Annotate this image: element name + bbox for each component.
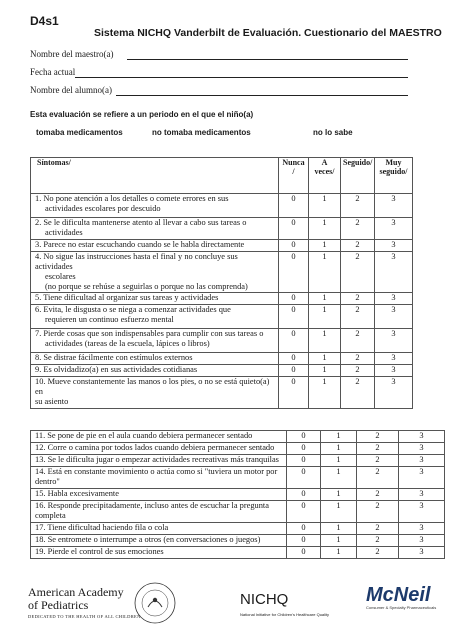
score-very-often[interactable]: 3 xyxy=(375,377,413,408)
date-field xyxy=(30,67,75,77)
score-very-often[interactable]: 3 xyxy=(375,194,413,218)
mcneil-name: McNeil xyxy=(366,584,431,606)
score-often[interactable]: 2 xyxy=(357,455,399,467)
score-very-often[interactable]: 3 xyxy=(375,305,413,329)
symptom-text: 11. Se pone de pie en el aula cuando debiera permanecer sentado xyxy=(31,431,287,443)
table-row xyxy=(31,431,445,443)
symptom-text: 12. Corre o camina por todos lados cuando debiera permanecer sentado xyxy=(31,443,287,455)
score-often[interactable]: 2 xyxy=(341,365,375,377)
form-code: D4s1 xyxy=(30,14,59,28)
student-name-label: Nombre del alumno(a) xyxy=(30,85,112,95)
header-often: Seguido/ xyxy=(341,158,375,194)
score-often[interactable]: 2 xyxy=(357,443,399,455)
table-row xyxy=(31,218,413,240)
score-never[interactable]: 0 xyxy=(279,218,309,240)
score-often[interactable]: 2 xyxy=(341,293,375,305)
score-never[interactable]: 0 xyxy=(287,535,321,547)
score-often[interactable]: 2 xyxy=(341,305,375,329)
score-very-often[interactable]: 3 xyxy=(375,218,413,240)
score-sometimes[interactable]: 1 xyxy=(321,467,357,489)
teacher-name-label: Nombre del maestro(a) xyxy=(30,49,114,59)
symptom-text: 8. Se distrae fácilmente con estímulos externos xyxy=(31,353,279,365)
option-not-medicated[interactable]: no tomaba medicamentos xyxy=(152,128,251,137)
symptom-text: 18. Se entromete o interrumpe a otros (en conversaciones o juegos) xyxy=(31,535,287,547)
score-very-often[interactable]: 3 xyxy=(399,535,445,547)
score-never[interactable]: 0 xyxy=(279,252,309,293)
score-never[interactable]: 0 xyxy=(287,443,321,455)
header-sometimes: A veces/ xyxy=(309,158,341,194)
score-very-often[interactable]: 3 xyxy=(399,467,445,489)
score-sometimes[interactable]: 1 xyxy=(321,443,357,455)
score-sometimes[interactable]: 1 xyxy=(321,431,357,443)
score-never[interactable]: 0 xyxy=(287,547,321,559)
symptom-text: 9. Es olvidadizo(a) en sus actividades cotidianas xyxy=(31,365,279,377)
table-row xyxy=(31,377,413,408)
symptom-text: 13. Se le dificulta jugar o empezar actividades recreativas más tranquilas xyxy=(31,455,287,467)
nc-center-seal xyxy=(120,580,190,626)
score-often[interactable]: 2 xyxy=(341,194,375,218)
symptom-text: 5. Tiene dificultad al organizar sus tareas y actividades xyxy=(31,293,279,305)
score-sometimes[interactable]: 1 xyxy=(321,455,357,467)
header-symptoms: Síntomas/ xyxy=(31,158,279,194)
score-sometimes[interactable]: 1 xyxy=(309,194,341,218)
teacher-name-line[interactable] xyxy=(127,59,408,60)
score-very-often[interactable]: 3 xyxy=(375,365,413,377)
option-unknown[interactable]: no lo sabe xyxy=(313,128,353,137)
score-sometimes[interactable]: 1 xyxy=(309,365,341,377)
score-often[interactable]: 2 xyxy=(357,501,399,523)
symptom-text: 14. Está en constante movimiento o actúa como si "tuviera un motor por dentro" xyxy=(31,467,287,489)
score-never[interactable]: 0 xyxy=(279,240,309,252)
date-line[interactable] xyxy=(75,77,408,78)
symptom-text: 2. Se le dificulta mantenerse atento al llevar a cabo sus tareas o actividades xyxy=(31,218,279,240)
score-never[interactable]: 0 xyxy=(279,353,309,365)
score-never[interactable]: 0 xyxy=(279,377,309,408)
nichq-tagline: National Initiative for Children's Healthcare Quality xyxy=(240,612,330,617)
score-often[interactable]: 2 xyxy=(341,353,375,365)
score-very-often[interactable]: 3 xyxy=(399,547,445,559)
symptoms-table-2 xyxy=(30,430,445,559)
score-never[interactable]: 0 xyxy=(279,329,309,353)
score-never[interactable]: 0 xyxy=(287,489,321,501)
score-never[interactable]: 0 xyxy=(287,431,321,443)
table-row xyxy=(31,467,445,489)
score-very-often[interactable]: 3 xyxy=(375,293,413,305)
score-very-often[interactable]: 3 xyxy=(375,252,413,293)
score-very-often[interactable]: 3 xyxy=(375,329,413,353)
score-very-often[interactable]: 3 xyxy=(399,489,445,501)
symptom-text: 10. Mueve constantemente las manos o los pies, o no se está quieto(a) en su asiento xyxy=(31,377,279,408)
score-often[interactable]: 2 xyxy=(341,377,375,408)
score-sometimes[interactable]: 1 xyxy=(309,329,341,353)
score-very-often[interactable]: 3 xyxy=(399,501,445,523)
symptom-text: 7. Pierde cosas que son indispensables para cumplir con sus tareas o actividades (tareas de la escuela, lápices o libros) xyxy=(31,329,279,353)
score-never[interactable]: 0 xyxy=(279,293,309,305)
aap-logo xyxy=(28,586,124,611)
date-label: Fecha actual xyxy=(30,67,76,77)
table-row xyxy=(31,443,445,455)
teacher-name-field xyxy=(30,49,113,59)
score-never[interactable]: 0 xyxy=(279,194,309,218)
table-row xyxy=(31,240,413,252)
score-often[interactable]: 2 xyxy=(341,329,375,353)
score-often[interactable]: 2 xyxy=(357,547,399,559)
score-often[interactable]: 2 xyxy=(341,218,375,240)
table-row xyxy=(31,501,445,523)
score-sometimes[interactable]: 1 xyxy=(321,547,357,559)
table-row xyxy=(31,194,413,218)
table-row xyxy=(31,252,413,293)
symptom-text: 1. No pone atención a los detalles o comete errores en sus actividades escolares por descuido xyxy=(31,194,279,218)
student-name-field xyxy=(30,85,112,95)
symptoms-table-1 xyxy=(30,157,413,409)
mcneil-tagline: Consumer & Specialty Pharmaceuticals xyxy=(366,605,437,610)
symptom-text: 16. Responde precipitadamente, incluso antes de escuchar la pregunta completa xyxy=(31,501,287,523)
score-often[interactable]: 2 xyxy=(341,240,375,252)
score-sometimes[interactable]: 1 xyxy=(309,240,341,252)
score-sometimes[interactable]: 1 xyxy=(321,489,357,501)
mcneil-logo xyxy=(366,585,446,615)
score-never[interactable]: 0 xyxy=(287,467,321,489)
score-very-often[interactable]: 3 xyxy=(399,431,445,443)
table-row xyxy=(31,305,413,329)
table-row xyxy=(31,353,413,365)
symptom-text: 3. Parece no estar escuchando cuando se le habla directamente xyxy=(31,240,279,252)
table-header-row xyxy=(31,158,413,194)
table-row xyxy=(31,547,445,559)
score-sometimes[interactable]: 1 xyxy=(321,523,357,535)
score-sometimes[interactable]: 1 xyxy=(309,293,341,305)
student-name-line[interactable] xyxy=(116,95,408,96)
symptom-text: 4. No sigue las instrucciones hasta el final y no concluye sus actividades escolares (no porque se rehúse a seguirlas o porque no las comprenda) xyxy=(31,252,279,293)
table-row xyxy=(31,365,413,377)
score-sometimes[interactable]: 1 xyxy=(321,535,357,547)
option-medicated[interactable]: tomaba medicamentos xyxy=(36,128,123,137)
evaluation-prompt: Esta evaluación se refiere a un periodo en el que el niño(a) xyxy=(30,110,254,119)
score-sometimes[interactable]: 1 xyxy=(309,218,341,240)
symptom-text: 15. Habla excesivamente xyxy=(31,489,287,501)
score-never[interactable]: 0 xyxy=(287,501,321,523)
score-never[interactable]: 0 xyxy=(287,523,321,535)
aap-name-line1: American Academy xyxy=(28,585,124,599)
aap-tagline: DEDICATED TO THE HEALTH OF ALL CHILDREN xyxy=(28,614,141,619)
table-row xyxy=(31,455,445,467)
header-never: Nunca / xyxy=(279,158,309,194)
score-often[interactable]: 2 xyxy=(357,523,399,535)
score-never[interactable]: 0 xyxy=(279,365,309,377)
aap-name-line2: of Pediatrics xyxy=(28,597,89,612)
symptom-text: 6. Evita, le disgusta o se niega a comenzar actividades que requieren un continuo esfuerzo mental xyxy=(31,305,279,329)
score-very-often[interactable]: 3 xyxy=(399,443,445,455)
table-row xyxy=(31,293,413,305)
score-sometimes[interactable]: 1 xyxy=(321,501,357,523)
page-title: Sistema NICHQ Vanderbilt de Evaluación. Cuestionario del MAESTRO xyxy=(94,27,442,39)
score-very-often[interactable]: 3 xyxy=(375,240,413,252)
score-sometimes[interactable]: 1 xyxy=(309,353,341,365)
score-often[interactable]: 2 xyxy=(357,489,399,501)
header-very-often: Muy seguido/ xyxy=(375,158,413,194)
table-row xyxy=(31,523,445,535)
table-row xyxy=(31,329,413,353)
score-sometimes[interactable]: 1 xyxy=(309,252,341,293)
score-never[interactable]: 0 xyxy=(287,455,321,467)
score-very-often[interactable]: 3 xyxy=(375,353,413,365)
score-never[interactable]: 0 xyxy=(279,305,309,329)
score-often[interactable]: 2 xyxy=(341,252,375,293)
table-row xyxy=(31,489,445,501)
nichq-logo: NICHQ xyxy=(240,591,289,608)
score-very-often[interactable]: 3 xyxy=(399,523,445,535)
symptom-text: 17. Tiene dificultad haciendo fila o cola xyxy=(31,523,287,535)
score-often[interactable]: 2 xyxy=(357,431,399,443)
score-often[interactable]: 2 xyxy=(357,467,399,489)
score-sometimes[interactable]: 1 xyxy=(309,305,341,329)
score-often[interactable]: 2 xyxy=(357,535,399,547)
score-very-often[interactable]: 3 xyxy=(399,455,445,467)
table-row xyxy=(31,535,445,547)
score-sometimes[interactable]: 1 xyxy=(309,377,341,408)
symptom-text: 19. Pierde el control de sus emociones xyxy=(31,547,287,559)
